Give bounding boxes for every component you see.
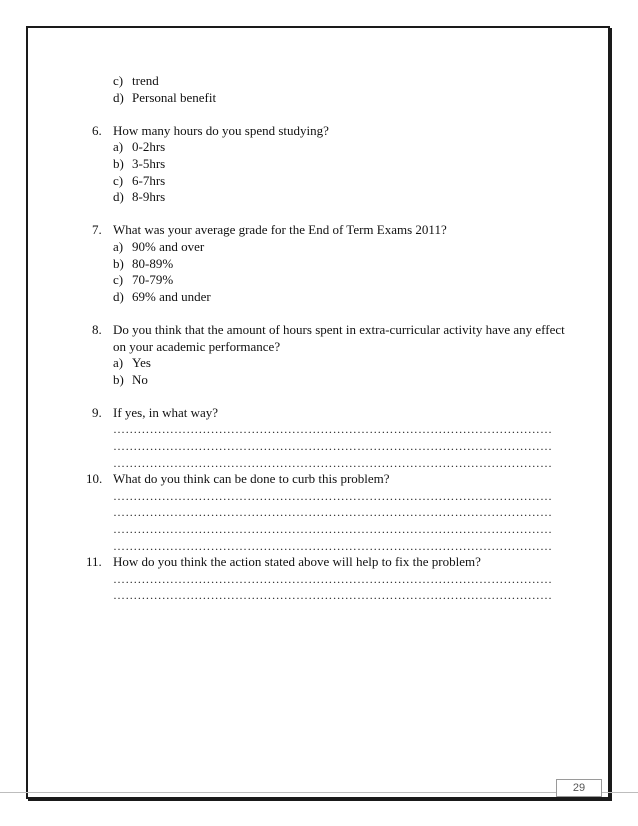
answer-line[interactable]: ………………………………………………………………………………………………	[113, 439, 553, 454]
option-item: d) Personal benefit	[113, 89, 217, 105]
answer-line[interactable]: ………………………………………………………………………………………………	[113, 422, 553, 437]
question-7: 7. What was your average grade for the End of Term Exams 2011?	[92, 222, 447, 238]
option-item: c) 70-79%	[113, 272, 174, 288]
page-number: 29	[556, 779, 602, 797]
answer-line[interactable]: ………………………………………………………………………………………………	[113, 588, 553, 603]
option-item: c) 6-7hrs	[113, 172, 166, 188]
footer-rule	[0, 792, 638, 793]
answer-line[interactable]: ………………………………………………………………………………………………	[113, 538, 553, 553]
answer-line[interactable]: ………………………………………………………………………………………………	[113, 505, 553, 520]
option-item: a) Yes	[113, 355, 151, 371]
option-item: c) trend	[113, 73, 159, 88]
answer-line[interactable]: ………………………………………………………………………………………………	[113, 455, 553, 470]
option-item: a) 90% and over	[113, 238, 205, 254]
option-item: d) 69% and under	[113, 288, 211, 304]
option-item: d) 8-9hrs	[113, 189, 166, 205]
answer-line[interactable]: ………………………………………………………………………………………………	[113, 571, 553, 586]
option-item: b) 3-5hrs	[113, 155, 166, 171]
question-11: 11. How do you think the action stated above will help to fix the problem?	[86, 554, 481, 570]
option-item: b) No	[113, 371, 148, 387]
option-item: b) 80-89%	[113, 255, 174, 271]
questionnaire-body	[86, 73, 572, 604]
question-6: 6. How many hours do you spend studying?	[92, 122, 329, 138]
answer-line[interactable]: ………………………………………………………………………………………………	[113, 522, 553, 537]
question-10: 10. What do you think can be done to curb this problem?	[86, 471, 390, 487]
question-8-continued: on your academic performance?	[113, 338, 281, 354]
question-8: 8. Do you think that the amount of hours spent in extra-curricular activity have any effect	[92, 321, 565, 337]
answer-line[interactable]: ………………………………………………………………………………………………	[113, 488, 553, 503]
question-9: 9. If yes, in what way?	[92, 404, 219, 420]
option-item: a) 0-2hrs	[113, 139, 166, 155]
